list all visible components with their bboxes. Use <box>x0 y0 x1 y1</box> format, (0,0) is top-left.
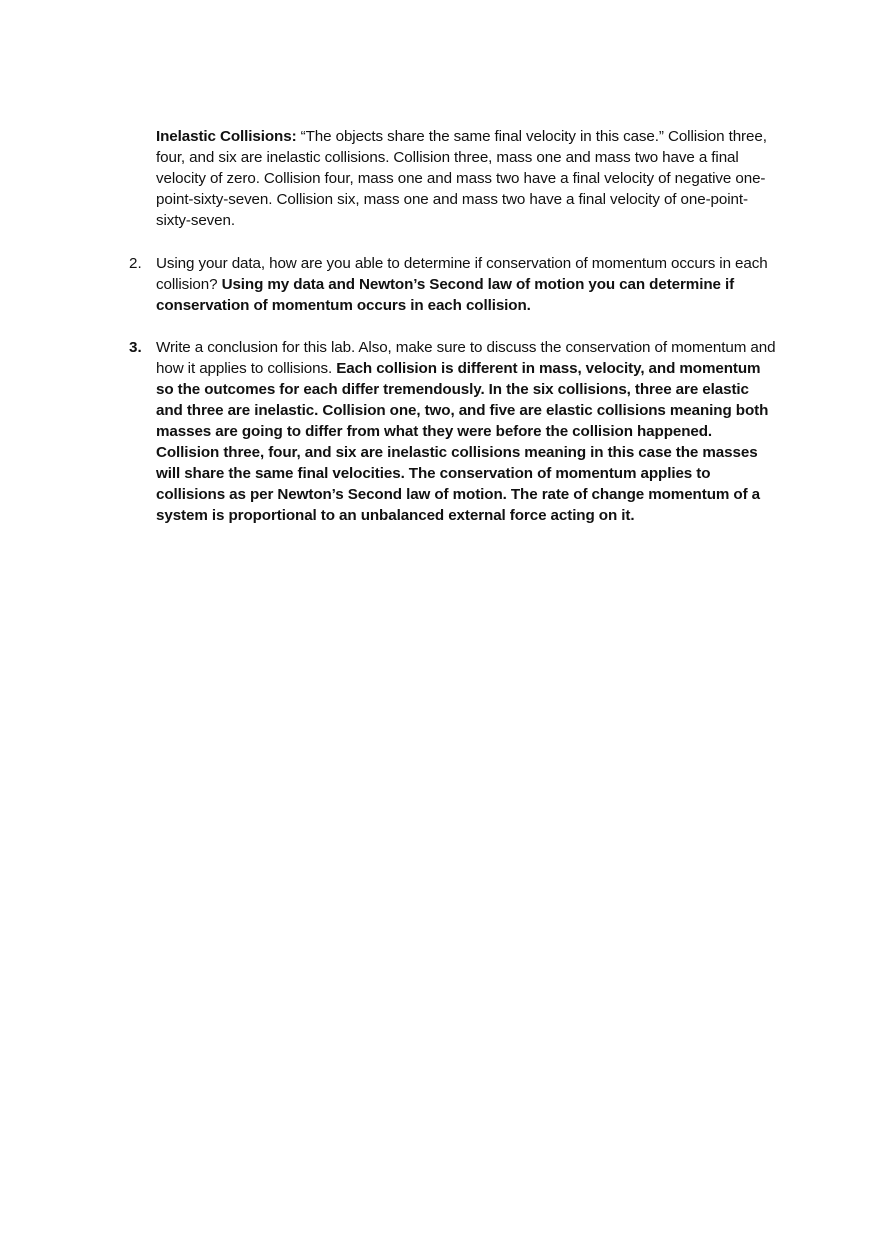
inelastic-collisions-text: “The objects share the same final velocity in this case.” Collision three, four, and six are inelastic collisions. Collision three, mass one and mass two have a final velocity of zero. Collision four, mass one and mass two have a final velocity of negative one-point-sixty-seven. Collision six, mass one and mass two have a final velocity of one-point-sixty-seven. <box>156 128 767 229</box>
question-2-paragraph <box>156 253 778 316</box>
inelastic-collisions-paragraph <box>156 126 778 231</box>
question-2-answer: Using my data and Newton’s Second law of motion you can determine if conservation of momentum occurs in each collision. <box>156 276 735 314</box>
question-3-number: 3. <box>129 339 142 356</box>
question-3-paragraph <box>156 337 778 526</box>
inelastic-collisions-heading: Inelastic Collisions: <box>156 128 297 145</box>
question-2-number: 2. <box>129 255 142 272</box>
question-2-prompt: Using your data, how are you able to determine if conservation of momentum occurs in each collision? <box>156 255 768 293</box>
question-3-prompt: Write a conclusion for this lab. Also, make sure to discuss the conservation of momentum and how it applies to collisions. <box>156 339 776 377</box>
question-3-answer: Each collision is different in mass, velocity, and momentum so the outcomes for each differ tremendously. In the six collisions, three are elastic and three are inelastic. Collision one, two, and five are elastic collisions meaning both masses are going to differ from what they were before the collision happened. Collision three, four, and six are inelastic collisions meaning in this case the masses will share the same final velocities. The conservation of momentum applies to collisions as per Newton’s Second law of motion. The rate of change momentum of a system is proportional to an unbalanced external force acting on it. <box>156 360 769 524</box>
